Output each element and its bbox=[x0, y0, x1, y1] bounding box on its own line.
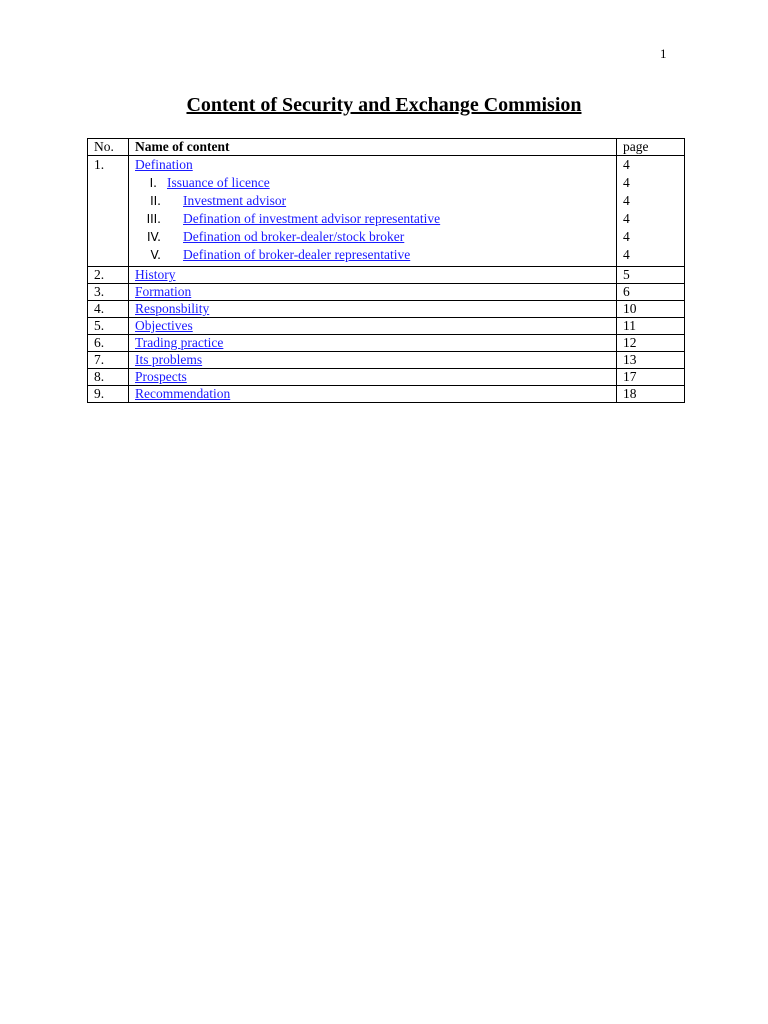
row-content bbox=[129, 156, 617, 267]
row-content bbox=[129, 301, 617, 318]
row-content bbox=[129, 369, 617, 386]
link-prospects[interactable]: Prospects bbox=[135, 369, 187, 384]
contents-table bbox=[87, 138, 685, 403]
row-page: 6 bbox=[617, 284, 685, 301]
row-number: 7. bbox=[88, 352, 129, 369]
row-content bbox=[129, 318, 617, 335]
link-investment-advisor[interactable]: Investment advisor bbox=[183, 193, 287, 208]
link-recommendation[interactable]: Recommendation bbox=[135, 386, 231, 401]
page-number: 1 bbox=[660, 46, 667, 61]
roman-numeral: IV. bbox=[146, 230, 161, 244]
link-objectives[interactable]: Objectives bbox=[135, 318, 193, 333]
table-row bbox=[88, 267, 685, 284]
link-defination[interactable]: Defination bbox=[135, 157, 193, 172]
page-value: 4 bbox=[623, 157, 630, 172]
page-value: 4 bbox=[623, 247, 630, 262]
header-name-of-content: Name of content bbox=[129, 139, 617, 156]
row-page: 18 bbox=[617, 386, 685, 403]
table-row bbox=[88, 352, 685, 369]
row-page: 12 bbox=[617, 335, 685, 352]
table-row bbox=[88, 318, 685, 335]
row-number: 9. bbox=[88, 386, 129, 403]
row-content bbox=[129, 386, 617, 403]
table-row bbox=[88, 301, 685, 318]
row-number: 5. bbox=[88, 318, 129, 335]
page-value: 4 bbox=[623, 229, 630, 244]
list-item bbox=[135, 246, 610, 264]
row-number: 2. bbox=[88, 267, 129, 284]
roman-numeral: V. bbox=[150, 248, 161, 262]
row-page: 11 bbox=[617, 318, 685, 335]
table-header-row bbox=[88, 139, 685, 156]
row-page: 5 bbox=[617, 267, 685, 284]
row-content bbox=[129, 267, 617, 284]
link-issuance-of-licence[interactable]: Issuance of licence bbox=[167, 175, 270, 190]
link-trading-practice[interactable]: Trading practice bbox=[135, 335, 224, 350]
document-title: Content of Security and Exchange Commision bbox=[186, 94, 582, 116]
row-number: 4. bbox=[88, 301, 129, 318]
roman-numeral: II. bbox=[150, 194, 161, 208]
table-row bbox=[88, 335, 685, 352]
list-item bbox=[135, 192, 610, 210]
row-page: 10 bbox=[617, 301, 685, 318]
row-content bbox=[129, 284, 617, 301]
table-row bbox=[88, 369, 685, 386]
link-formation[interactable]: Formation bbox=[135, 284, 192, 299]
roman-numeral: I. bbox=[149, 176, 157, 190]
header-no: No. bbox=[88, 139, 129, 156]
link-responsbility[interactable]: Responsbility bbox=[135, 301, 210, 316]
link-investment-advisor-representative[interactable]: Defination of investment advisor representative bbox=[183, 211, 441, 226]
list-item bbox=[135, 210, 610, 228]
table-row bbox=[88, 156, 685, 267]
link-history[interactable]: History bbox=[135, 267, 176, 282]
row-content bbox=[129, 335, 617, 352]
header-page: page bbox=[617, 139, 685, 156]
row-page: 17 bbox=[617, 369, 685, 386]
row-number: 8. bbox=[88, 369, 129, 386]
sub-item-list bbox=[135, 174, 610, 264]
row-page bbox=[617, 156, 685, 267]
link-broker-dealer-stock-broker[interactable]: Defination od broker-dealer/stock broker bbox=[183, 229, 405, 244]
list-item bbox=[135, 174, 610, 192]
link-its-problems[interactable]: Its problems bbox=[135, 352, 203, 367]
table-row bbox=[88, 284, 685, 301]
row-page: 13 bbox=[617, 352, 685, 369]
page-value: 4 bbox=[623, 193, 630, 208]
row-content bbox=[129, 352, 617, 369]
row-number: 6. bbox=[88, 335, 129, 352]
link-broker-dealer-representative[interactable]: Defination of broker-dealer representative bbox=[183, 247, 411, 262]
list-item bbox=[135, 228, 610, 246]
row-number: 3. bbox=[88, 284, 129, 301]
roman-numeral: III. bbox=[146, 212, 161, 226]
page-value: 4 bbox=[623, 211, 630, 226]
page-value: 4 bbox=[623, 175, 630, 190]
table-row bbox=[88, 386, 685, 403]
row-number: 1. bbox=[88, 156, 129, 267]
